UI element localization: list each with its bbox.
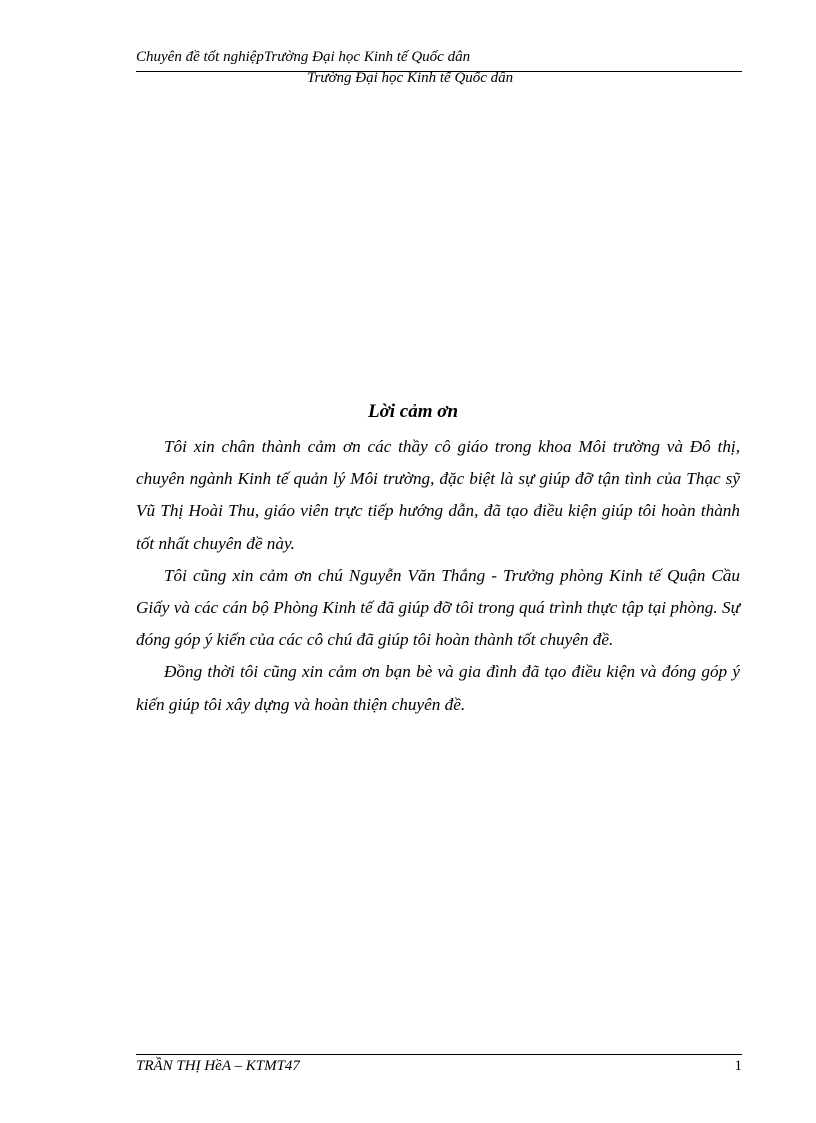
section-title: Lời cảm ơn <box>367 401 459 422</box>
footer-author: TRẦN THỊ HềA – KTMT47 <box>136 1058 300 1074</box>
paragraph-3: Đồng thời tôi cũng xin cảm ơn bạn bè và gia đình đã tạo điều kiện và đóng góp ý kiến giúp tôi xây dựng và hoàn thiện chuyên đề. <box>136 662 740 714</box>
paragraph-2: Tôi cũng xin cảm ơn chú Nguyễn Văn Thắng - Trưởng phòng Kinh tế Quận Cầu Giấy và các cán bộ Phòng Kinh tế đã giúp đỡ tôi trong quá trình thực tập tại phòng. Sự đóng góp ý kiến của các cô chú đã giúp tôi hoàn thành tốt chuyên đề. <box>136 565 740 650</box>
body-text <box>136 431 740 721</box>
footer-divider <box>136 1054 742 1055</box>
header-text: Chuyên đề tốt nghiệpTrường Đại học Kinh tế Quốc dân <box>136 49 471 65</box>
header-subtext: Trường Đại học Kinh tế Quốc dân <box>307 70 514 86</box>
page-number: 1 <box>734 1058 742 1074</box>
page-header <box>136 49 742 66</box>
paragraph-1: Tôi xin chân thành cảm ơn các thầy cô giáo trong khoa Môi trường và Đô thị, chuyên ngành Kinh tế quản lý Môi trường, đặc biệt là sự giúp đỡ tận tình của Thạc sỹ Vũ Thị Hoài Thu, giáo viên trực tiếp hướng dẫn, đã tạo điều kiện giúp tôi hoàn thành tốt nhất chuyên đề này. <box>136 437 740 553</box>
